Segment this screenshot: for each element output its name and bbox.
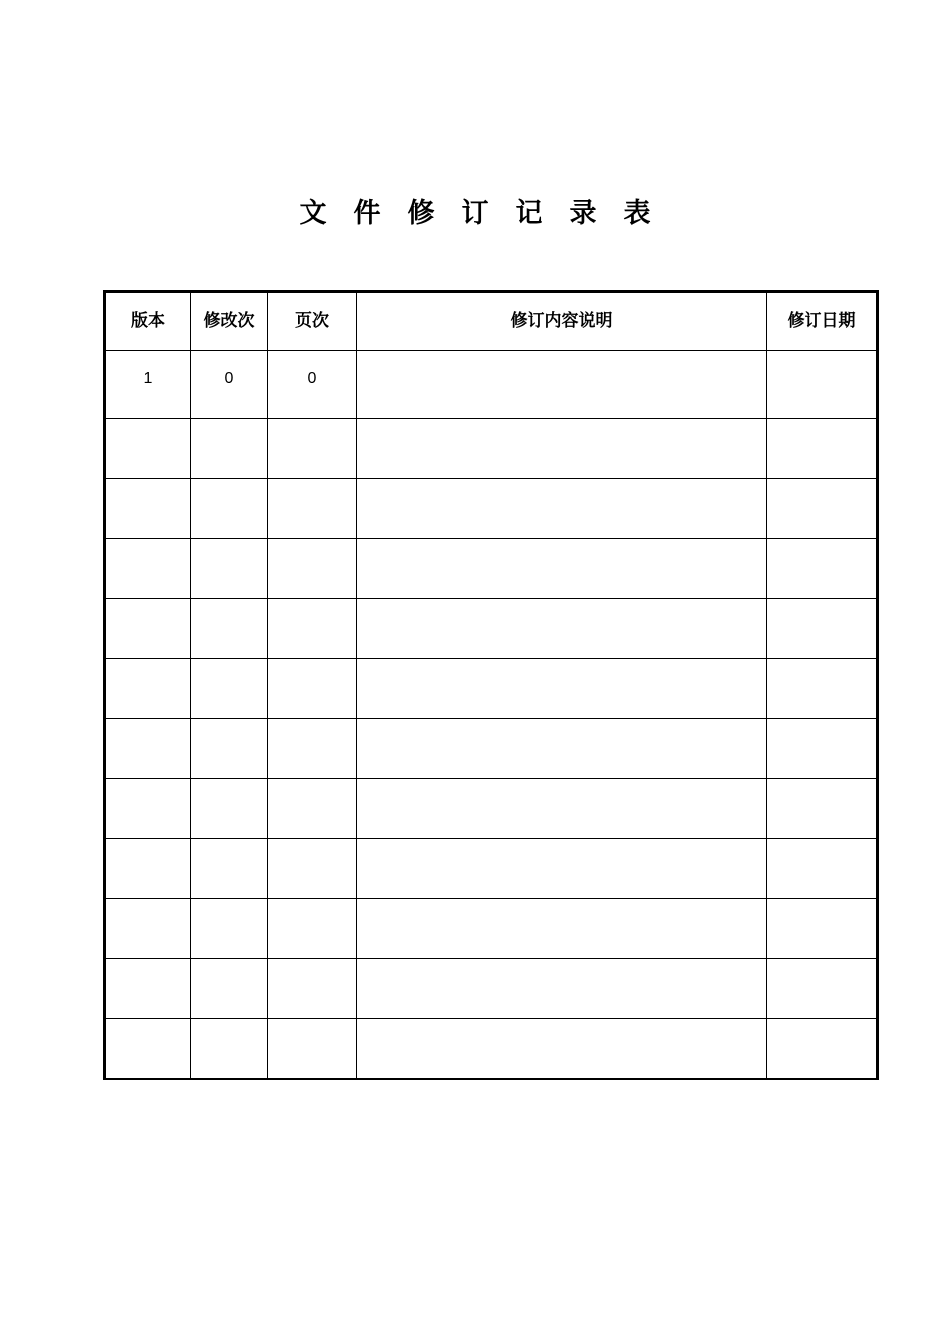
cell-page-count: [268, 599, 357, 659]
cell-date: [767, 659, 878, 719]
cell-version: [105, 899, 191, 959]
cell-page-count: [268, 719, 357, 779]
cell-revision-count: [191, 479, 268, 539]
header-revision-count: 修改次: [191, 292, 268, 351]
cell-version: [105, 719, 191, 779]
table-row: [105, 1019, 878, 1080]
cell-version: [105, 779, 191, 839]
cell-date: [767, 1019, 878, 1080]
cell-date: [767, 479, 878, 539]
cell-revision-count: [191, 839, 268, 899]
cell-revision-count: [191, 599, 268, 659]
table-row: [105, 539, 878, 599]
cell-description: [357, 839, 767, 899]
cell-version: [105, 419, 191, 479]
cell-page-count: [268, 659, 357, 719]
cell-description: [357, 959, 767, 1019]
cell-page-count: [268, 839, 357, 899]
cell-revision-count: [191, 899, 268, 959]
cell-page-count: 0: [268, 351, 357, 419]
cell-revision-count: [191, 539, 268, 599]
cell-date: [767, 839, 878, 899]
cell-description: [357, 351, 767, 419]
cell-description: [357, 419, 767, 479]
cell-version: [105, 479, 191, 539]
revision-record-table: [103, 290, 879, 1080]
header-description: 修订内容说明: [357, 292, 767, 351]
cell-page-count: [268, 539, 357, 599]
page-title: 文件修订记录表: [299, 198, 678, 229]
cell-description: [357, 539, 767, 599]
table-body: [105, 351, 878, 1080]
table-row: [105, 659, 878, 719]
cell-date: [767, 599, 878, 659]
cell-revision-count: [191, 419, 268, 479]
cell-revision-count: [191, 1019, 268, 1080]
cell-version: [105, 659, 191, 719]
cell-date: [767, 419, 878, 479]
header-date: 修订日期: [767, 292, 878, 351]
cell-version: [105, 1019, 191, 1080]
cell-description: [357, 1019, 767, 1080]
cell-date: [767, 959, 878, 1019]
header-page-count: 页次: [268, 292, 357, 351]
table-row: [105, 419, 878, 479]
cell-page-count: [268, 419, 357, 479]
cell-description: [357, 659, 767, 719]
table-row: [105, 839, 878, 899]
header-version: 版本: [105, 292, 191, 351]
cell-version: [105, 599, 191, 659]
cell-revision-count: [191, 779, 268, 839]
cell-page-count: [268, 779, 357, 839]
table-row: [105, 899, 878, 959]
cell-version: [105, 839, 191, 899]
table-row: [105, 959, 878, 1019]
cell-description: [357, 719, 767, 779]
cell-date: [767, 539, 878, 599]
cell-revision-count: [191, 719, 268, 779]
cell-description: [357, 899, 767, 959]
table-row: [105, 599, 878, 659]
cell-revision-count: 0: [191, 351, 268, 419]
cell-description: [357, 599, 767, 659]
cell-version: 1: [105, 351, 191, 419]
cell-version: [105, 959, 191, 1019]
cell-description: [357, 779, 767, 839]
table-row: [105, 351, 878, 419]
cell-page-count: [268, 1019, 357, 1080]
table-row: [105, 479, 878, 539]
cell-date: [767, 779, 878, 839]
cell-page-count: [268, 479, 357, 539]
cell-description: [357, 479, 767, 539]
table-header-row: [105, 292, 878, 351]
cell-page-count: [268, 899, 357, 959]
cell-date: [767, 899, 878, 959]
cell-date: [767, 351, 878, 419]
cell-version: [105, 539, 191, 599]
table-row: [105, 719, 878, 779]
cell-date: [767, 719, 878, 779]
cell-revision-count: [191, 659, 268, 719]
cell-revision-count: [191, 959, 268, 1019]
cell-page-count: [268, 959, 357, 1019]
table-row: [105, 779, 878, 839]
